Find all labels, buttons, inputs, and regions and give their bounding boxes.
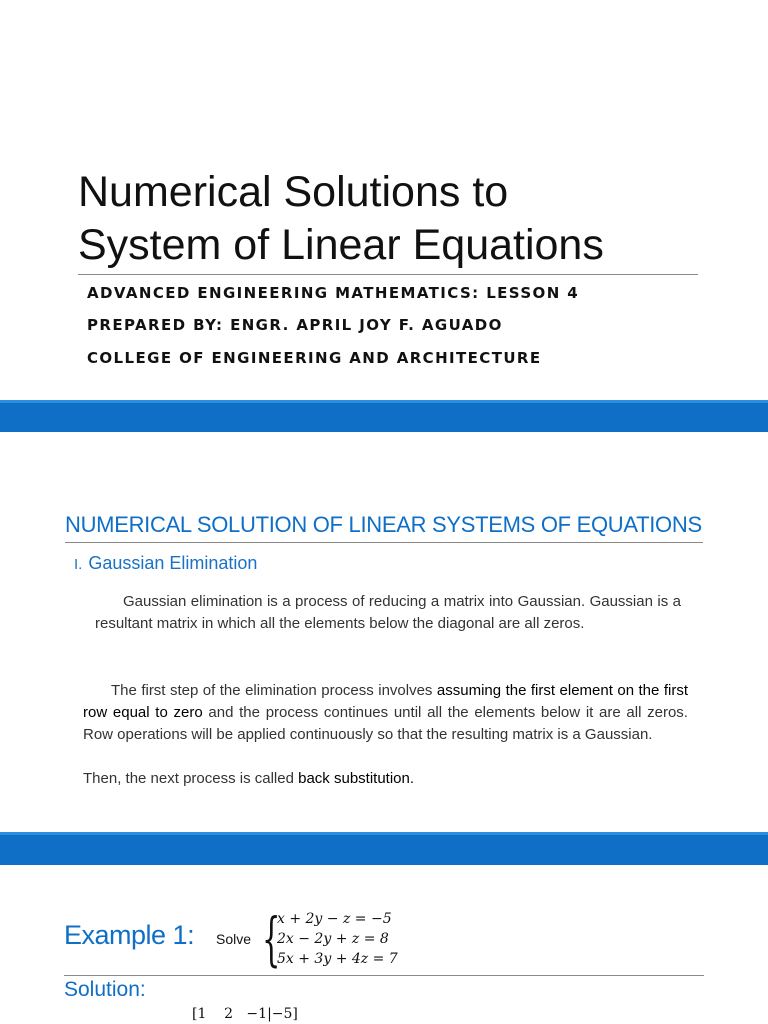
paragraph-first-step — [83, 680, 688, 746]
paragraph-back-substitution — [83, 768, 688, 790]
paragraph-definition-text: Gaussian elimination is a process of reducing a matrix into Gaussian. Gaussian is a resultant matrix in which all the elements below the diagonal are all zeros. — [95, 593, 681, 632]
solution-heading: Solution: — [64, 978, 146, 1001]
presentation-title — [78, 166, 698, 272]
augmented-matrix-row-1: [1 2 −1|−5] — [192, 1006, 298, 1022]
title-slide — [0, 0, 768, 400]
system-brace-icon: { — [262, 905, 281, 973]
slide-heading: NUMERICAL SOLUTION OF LINEAR SYSTEMS OF EQUATIONS — [65, 512, 702, 537]
section-number: I. — [74, 556, 83, 573]
equation-system — [277, 909, 398, 969]
title-line-2: System of Linear Equations — [78, 221, 604, 269]
example-heading: Example 1: — [64, 920, 195, 950]
example-slide — [0, 865, 768, 1024]
content-slide — [0, 432, 768, 832]
subtitle-college: COLLEGE OF ENGINEERING AND ARCHITECTURE — [87, 349, 542, 367]
slide-separator-band — [0, 400, 768, 432]
paragraph-first-step-emphasis: assuming the first element on the first row equal to zero — [83, 682, 689, 721]
equation-1: x + 2y − z = −5 — [277, 911, 392, 927]
title-line-1: Numerical Solutions to — [78, 168, 509, 216]
subtitle-course: ADVANCED ENGINEERING MATHEMATICS: LESSON 4 — [87, 284, 580, 302]
paragraph-back-substitution-emphasis: back substitution. — [298, 770, 415, 787]
equation-2: 2x − 2y + z = 8 — [277, 931, 389, 947]
paragraph-first-step-text-a: The first step of the elimination process involves — [111, 682, 437, 699]
subtitle-author: PREPARED BY: ENGR. APRIL JOY F. AGUADO — [87, 316, 503, 334]
section-subheading — [74, 553, 257, 574]
paragraph-back-substitution-text: Then, the next process is called — [83, 770, 299, 787]
equation-3: 5x + 3y + 4z = 7 — [277, 951, 398, 967]
example-divider — [64, 975, 704, 976]
paragraph-definition — [95, 591, 681, 635]
slide-separator-band-2 — [0, 832, 768, 865]
heading-divider — [65, 542, 703, 543]
paragraph-first-step-text-b: and the process continues until all the elements below it are all zeros. Row operations will be applied continuously so that the resulting matrix is a Gaussian. — [83, 704, 688, 743]
solve-label: Solve — [216, 931, 252, 947]
section-title: Gaussian Elimination — [88, 553, 258, 573]
title-divider — [78, 274, 698, 275]
